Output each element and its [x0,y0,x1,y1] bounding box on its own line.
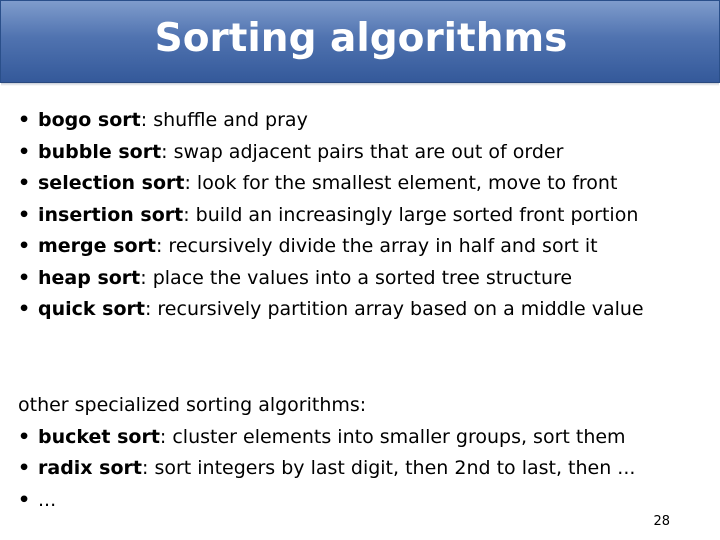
algorithm-term: quick sort [38,298,145,320]
algorithm-description: : cluster elements into smaller groups, sort them [159,425,626,448]
bullet-icon: • [18,488,31,511]
algorithm-description: : swap adjacent pairs that are out of order [161,140,564,163]
algorithm-term: bucket sort [38,425,160,448]
bullet-icon: • [18,109,31,131]
bullet-icon: • [18,203,31,226]
list-item [18,453,635,485]
list-item [18,168,644,200]
algorithm-description: : build an increasingly large sorted front portion [183,203,639,226]
algorithm-description: : sort integers by last digit, then 2nd to last, then ... [142,457,636,479]
bullet-icon: • [18,140,31,163]
algorithm-term: bubble sort [38,140,162,163]
list-item [18,485,635,517]
list-item [18,105,644,137]
algorithm-term: heap sort [38,266,141,289]
list-item [18,137,644,169]
algorithm-term: selection sort [38,172,185,194]
page-number: 28 [653,514,670,529]
bullet-icon: • [18,457,31,479]
ellipsis-text: ... [38,488,57,511]
list-item [18,200,644,232]
algorithm-description: : recursively partition array based on a middle value [144,298,644,320]
bullet-icon: • [18,298,31,320]
bullet-icon: • [18,235,31,257]
algorithm-term: bogo sort [38,109,141,131]
list-item [18,422,635,454]
algorithm-term: insertion sort [38,203,184,226]
algorithm-description: : recursively divide the array in half and sort it [155,235,598,257]
title-bar [0,0,720,83]
bullet-icon: • [18,266,31,289]
algorithm-term: merge sort [38,235,156,257]
algorithm-description: : look for the smallest element, move to front [184,172,618,194]
algorithm-description: : place the values into a sorted tree structure [140,266,573,289]
slide-title: Sorting algorithms [154,16,568,61]
bullet-icon: • [18,172,31,194]
bullet-icon: • [18,425,31,448]
list-item [18,294,644,326]
algorithm-description: : shuffle and pray [140,109,308,131]
list-item [18,263,644,295]
algorithm-list [18,105,644,326]
other-algorithms-heading: other specialized sorting algorithms: [18,394,367,416]
algorithm-term: radix sort [38,457,142,479]
list-item [18,231,644,263]
other-algorithms-list [18,422,635,517]
other-algorithms-section [18,390,635,516]
